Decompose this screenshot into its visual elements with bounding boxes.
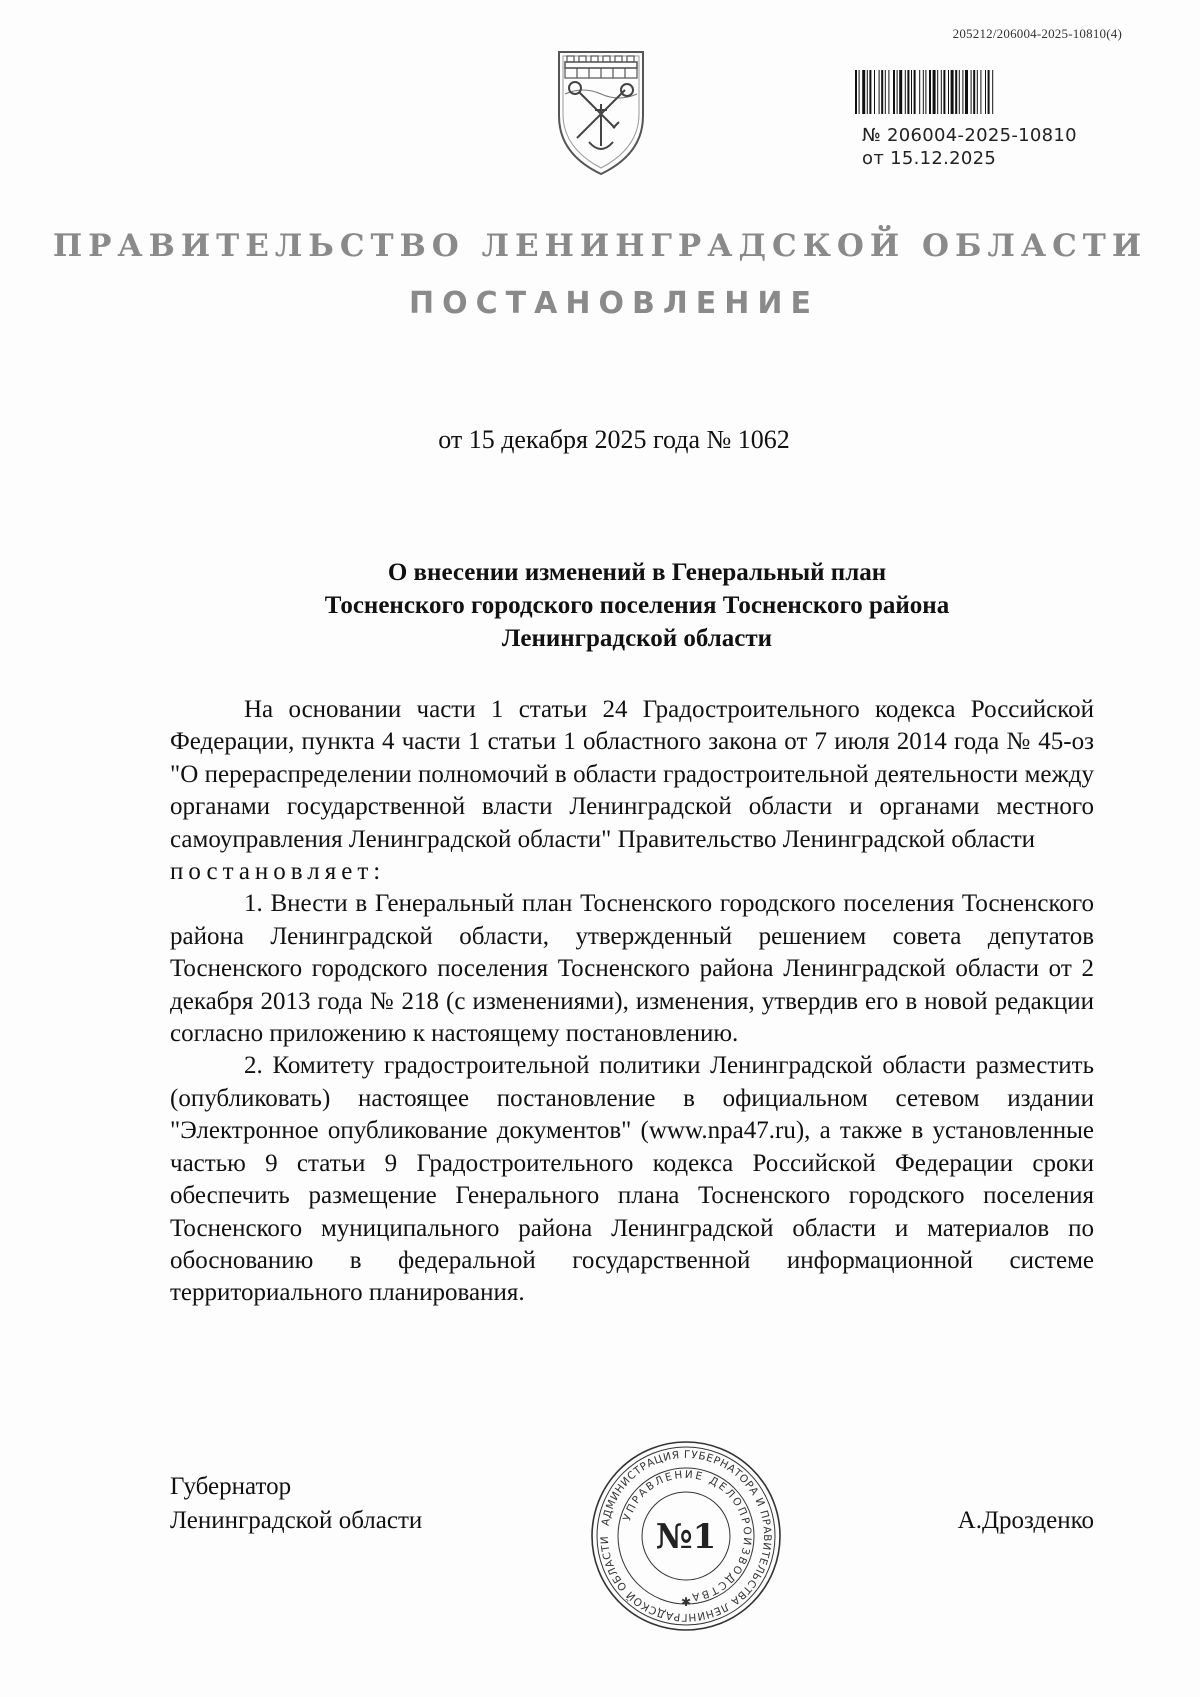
barcode-bar	[923, 70, 924, 114]
barcode-bar	[992, 70, 993, 114]
position-line: Ленинградской области	[170, 1507, 423, 1534]
barcode-bar	[867, 70, 868, 114]
coat-of-arms-emblem	[553, 46, 649, 178]
signatory-name: А.Дрозденко	[957, 1507, 1094, 1534]
barcode-bar	[943, 70, 945, 114]
barcode-bar	[862, 70, 865, 114]
reference-number: 205212/206004-2025-10810(4)	[952, 26, 1122, 41]
barcode-bar	[897, 70, 898, 114]
svg-text:УПРАВЛЕНИЕ ДЕЛОПРОИЗВОДСТВА: УПРАВЛЕНИЕ ДЕЛОПРОИЗВОДСТВА	[621, 1468, 754, 1604]
position-line: Губернатор	[170, 1473, 292, 1500]
subject-line: О внесении изменений в Генеральный план	[387, 559, 887, 586]
document-body	[170, 694, 1094, 1310]
barcode-bar	[988, 70, 990, 114]
barcode-bar	[948, 70, 949, 114]
preamble-paragraph: На основании части 1 статьи 24 Градостроительного кодекса Российской Федерации, пункта 4 части 1 статьи 1 областного закона от 7 июля 2014 года № 45-оз "О перераспределении полномочий в области градостроительной деятельности между органами государственной власти Ленинградской области и органами местного самоуправления Ленинградской области" Правительство Ленинградской области	[170, 696, 1094, 853]
barcode-bar	[869, 70, 871, 114]
barcode-bar	[959, 70, 960, 114]
barcode-bar	[859, 70, 860, 114]
registration-block	[862, 124, 1077, 170]
barcode-bar	[914, 70, 916, 114]
barcode-bar	[929, 70, 931, 114]
clause-2: 2. Комитету градостроительной политики Ленинградской области разместить (опубликовать) настоящее постановление в официальном сетевом издании "Электронное опубликование документов" (www.npa47.ru), а также в установленные частью 9 статьи 9 Градостроительного кодекса Российской Федерации сроки обеспечить размещение Генерального плана Тосненского городского поселения Тосненского муниципального района Ленинградской области и материалов по обоснованию в федеральной государственной информационной системе территориального планирования.	[170, 1052, 1094, 1307]
registration-number: № 206004-2025-10810	[862, 125, 1077, 146]
barcode-bar	[888, 70, 889, 114]
clause-1: 1. Внести в Генеральный план Тосненского городского поселения Тосненского района Ленинградской области, утвержденный решением совета депутатов Тосненского городского поселения Тосненского района Ленинградской области от 2 декабря 2013 года № 218 (с изменениями), изменения, утвердив его в новой редакции согласно приложению к настоящему постановлению.	[170, 890, 1094, 1048]
official-seal-stamp	[588, 1438, 784, 1634]
barcode-bar	[919, 70, 920, 114]
barcode-bar	[980, 70, 981, 114]
barcode-bar	[971, 70, 972, 114]
barcode-bar	[899, 70, 902, 114]
subject-line: Ленинградской области	[501, 625, 773, 652]
svg-text:АДМИНИСТРАЦИЯ ГУБЕРНАТОРА И ПР: АДМИНИСТРАЦИЯ ГУБЕРНАТОРА И ПРАВИТЕЛЬСТВА ЛЕНИНГРАДСКОЙ ОБЛАСТИ	[598, 1448, 774, 1624]
barcode-bar	[911, 70, 912, 114]
registration-date: от 15.12.2025	[862, 148, 997, 169]
barcode-bar	[973, 70, 975, 114]
svg-text:✱: ✱	[680, 1595, 692, 1609]
barcode	[853, 70, 1093, 114]
document-date-number: от 15 декабря 2025 года № 1062	[438, 425, 790, 454]
government-title: ПРАВИТЕЛЬСТВО ЛЕНИНГРАДСКОЙ ОБЛАСТИ	[52, 228, 1148, 264]
barcode-bar	[874, 70, 875, 114]
barcode-bar	[907, 70, 909, 114]
barcode-bar	[965, 70, 968, 114]
barcode-bar	[879, 70, 880, 114]
barcode-bar	[962, 70, 963, 114]
document-subject	[170, 556, 1104, 655]
barcode-bar	[933, 70, 936, 114]
barcode-bar	[955, 70, 957, 114]
barcode-bar	[881, 70, 883, 114]
seal-number: №1	[655, 1517, 717, 1557]
barcode-bar	[855, 70, 857, 114]
barcode-bar	[925, 70, 926, 114]
barcode-bar	[951, 70, 954, 114]
barcode-bar	[937, 70, 938, 114]
resolves-word: постановляет:	[170, 858, 386, 886]
barcode-bar	[893, 70, 895, 114]
barcode-bar	[985, 70, 986, 114]
signatory-position	[170, 1470, 422, 1538]
barcode-bar	[885, 70, 886, 114]
barcode-bar	[977, 70, 978, 114]
document-type: ПОСТАНОВЛЕНИЕ	[409, 286, 819, 321]
subject-line: Тосненского городского поселения Тосненского района	[324, 592, 950, 619]
barcode-bar	[905, 70, 906, 114]
barcode-bar	[941, 70, 942, 114]
